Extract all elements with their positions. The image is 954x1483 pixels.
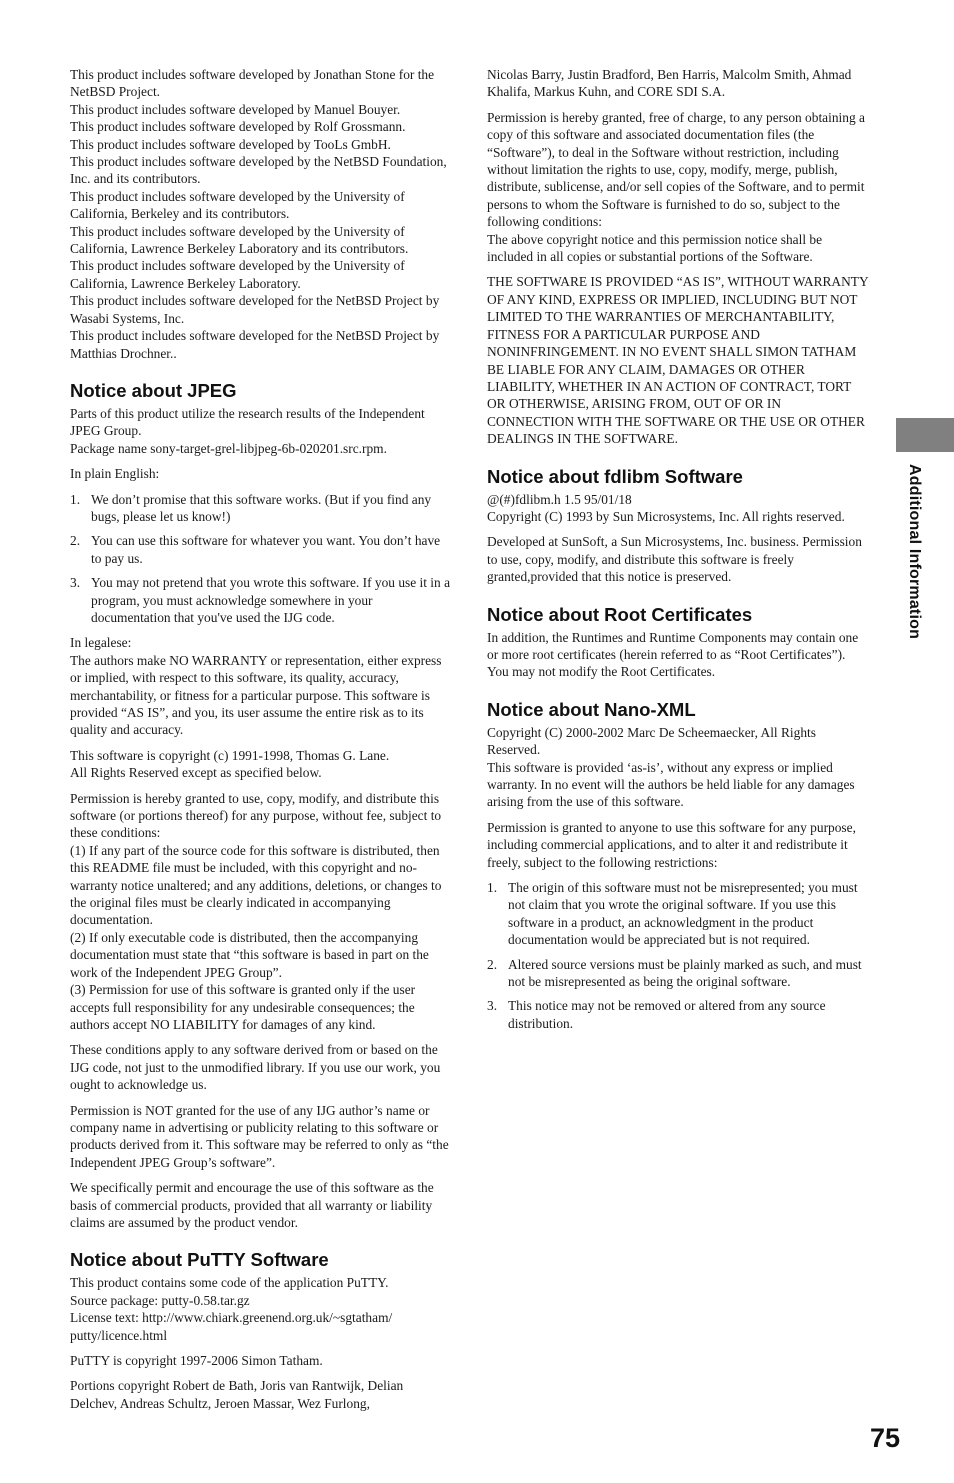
copyright-line: This software is copyright (c) 1991-1998, Thomas G. Lane. [70,747,390,763]
list-item [70,532,452,567]
plain-english-label: In plain English: [70,466,160,482]
list-text: You may not pretend that you wrote this software. If you use it in a program, you must acknowledge somewhere in your documentation that you've used the IJG code. [91,575,451,625]
fdlibm-heading: Notice about fdlibm Software [487,465,743,487]
intro-line: This product includes software developed by the University of California, Lawrence Berkeley Laboratory and its contributors. [70,223,409,257]
list-number: 3. [70,575,81,591]
list-number: 1. [70,491,81,507]
list-text: We don’t promise that this software works. (But if you find any bugs, please let us know!) [91,491,432,524]
fdlibm-version-line: @(#)fdlibm.h 1.5 95/01/18 [487,491,632,507]
nanoxml-heading: Notice about Nano-XML [487,698,696,720]
list-text: The origin of this software must not be misrepresented; you must not claim that you wrote the original software. If you use this software in a product, an acknowledgment in the product documentation would be appreciated but is not required. [508,880,858,948]
nanoxml-warranty-line: This software is provided ‘as-is’, without any express or implied warranty. In no event will the authors be held liable for any damages arising from the use of this software. [487,759,855,810]
permission-line: The above copyright notice and this permission notice shall be included in all copies or substantial portions of the Software. [487,231,823,265]
putty-copyright: PuTTY is copyright 1997-2006 Simon Tatham. [70,1353,323,1368]
legalese-text: The authors make NO WARRANTY or representation, either express or implied, with respect to this software, its quality, accuracy, merchantability, or fitness for a particular purpose. This software is provided “AS IS”, and you, its user assume the entire risk as to its quality and accuracy. [70,652,442,738]
nanoxml-restrictions-list [487,879,869,1032]
list-number: 2. [487,956,498,972]
putty-license-line: License text: http://www.chiark.greenend.org.uk/~sgtatham/ putty/licence.html [70,1310,393,1343]
jpeg-copyright [70,747,452,782]
putty-heading: Notice about PuTTY Software [70,1249,329,1271]
condition-1: (1) If any part of the source code for this software is distributed, then this README file must be included, with this copyright and no-warranty notice unaltered; and any additions, deletions, or changes to the original files must be clearly indicated in accompanying documentation. [70,842,442,928]
jpeg-package-line: Package name sony-target-grel-libjpeg-6b-020201.src.rpm. [70,440,387,456]
intro-line: This product includes software developed by TooLs GmbH. [70,136,391,152]
fdlibm-info [487,491,869,526]
root-certs-heading: Notice about Root Certificates [487,603,753,625]
rights-line: All Rights Reserved except as specified below. [70,765,322,781]
list-number: 2. [70,533,81,549]
putty-portions-cont: Nicolas Barry, Justin Bradford, Ben Harris, Malcolm Smith, Ahmad Khalifa, Markus Kuhn, and CORE SDI S.A. [487,67,852,100]
putty-portions: Portions copyright Robert de Bath, Joris van Rantwijk, Delian Delchev, Andreas Schultz, Jeroen Massar, Wez Furlong, [70,1378,404,1411]
jpeg-legalese [70,634,452,738]
intro-line: This product includes software developed by Jonathan Stone for the NetBSD Project. [70,67,435,100]
putty-permission [487,109,869,266]
nanoxml-permission: Permission is granted to anyone to use this software for any purpose, including commercial applications, and to alter it and redistribute it freely, subject to the following restrictions: [487,819,856,870]
condition-2: (2) If only executable code is distributed, then the accompanying documentation must state that “this software is based in part on the work of the Independent JPEG Group”. [70,929,429,980]
list-number: 1. [487,880,498,896]
section-side-label: Additional Information [906,464,923,640]
intro-line: This product includes software developed for the NetBSD Project by Wasabi Systems, Inc. [70,293,440,326]
permission-line: Permission is hereby granted, free of charge, to any person obtaining a copy of this software and associated documentation files (the “Software”), to deal in the Software without restriction, including without limitation the rights to use, copy, modify, merge, publish, distribute, sublicense, and/or sell copies of the Software, and to permit persons to whom the Software is furnished to do so, subject to the following conditions: [487,109,865,230]
permission-line: Permission is hereby granted to use, copy, modify, and distribute this software (or portions thereof) for any purpose, without fee, subject to these conditions: [70,790,442,841]
condition-3: (3) Permission for use of this software is granted only if the user accepts full responsibility for any undesirable consequences; the authors accept NO LIABILITY for damages of any kind. [70,982,416,1032]
jpeg-intro [70,405,452,457]
nanoxml-info [487,724,869,811]
root-certs-text: In addition, the Runtimes and Runtime Components may contain one or more root certificates (herein referred to as “Root Certificates”). You may not modify the Root Certificates. [487,629,859,680]
jpeg-plain-list [70,491,452,627]
putty-source-line: Source package: putty-0.58.tar.gz [70,1292,250,1308]
list-number: 3. [487,998,498,1014]
nanoxml-copyright-line: Copyright (C) 2000-2002 Marc De Scheemaecker, All Rights Reserved. [487,724,816,758]
jpeg-permission [70,790,452,1034]
putty-line: This product contains some code of the application PuTTY. [70,1275,389,1291]
list-text: You can use this software for whatever you want. You don’t have to pay us. [91,533,441,566]
left-column [70,66,452,1412]
list-item [70,574,452,626]
legalese-label: In legalese: [70,635,132,651]
intro-line: This product includes software developed for the NetBSD Project by Matthias Drochner.. [70,328,440,361]
intro-block [70,66,452,362]
list-item [487,956,869,991]
putty-warranty: THE SOFTWARE IS PROVIDED “AS IS”, WITHOUT WARRANTY OF ANY KIND, EXPRESS OR IMPLIED, INCLUDING BUT NOT LIMITED TO THE WARRANTIES OF MERCHANTABILITY, FITNESS FOR A PARTICULAR PURPOSE AND NONINFRINGEMENT. IN NO EVENT SHALL SIMON TATHAM BE LIABLE FOR ANY CLAIM, DAMAGES OR OTHER LIABILITY, WHETHER IN AN ACTION OF CONTRACT, TORT OR OTHERWISE, ARISING FROM, OUT OF OR IN CONNECTION WITH THE SOFTWARE OR THE USE OR OTHER DEALINGS IN THE SOFTWARE. [487,274,869,447]
intro-line: This product includes software developed by the University of California, Berkeley and its contributors. [70,188,405,222]
intro-line: This product includes software developed by Rolf Grossmann. [70,119,406,135]
section-tab-marker [896,418,954,452]
jpeg-heading: Notice about JPEG [70,379,237,401]
putty-info [70,1274,452,1344]
list-item [487,879,869,949]
list-text: Altered source versions must be plainly marked as such, and must not be misrepresented as being the original software. [508,956,862,990]
list-item [70,491,452,526]
page-number: 75 [870,1423,901,1453]
jpeg-conditions: These conditions apply to any software derived from or based on the IJG code, not just to the unmodified library. If you use our work, you ought to acknowledge us. [70,1042,441,1093]
list-item [487,997,869,1032]
intro-line: This product includes software developed by Manuel Bouyer. [70,101,401,117]
intro-line: This product includes software developed by the University of California, Lawrence Berkeley Laboratory. [70,258,405,291]
jpeg-not-granted: Permission is NOT granted for the use of any IJG author’s name or company name in advertising or publicity relating to this software or products derived from it. This software may be referred to only as “the Independent JPEG Group’s software”. [70,1102,449,1170]
jpeg-intro-line: Parts of this product utilize the research results of the Independent JPEG Group. [70,405,425,439]
jpeg-encourage: We specifically permit and encourage the use of this software as the basis of commercial products, provided that all warranty or liability claims are assumed by the product vendor. [70,1180,434,1230]
fdlibm-developed: Developed at SunSoft, a Sun Microsystems, Inc. business. Permission to use, copy, modify, and distribute this software is freely granted,provided that this notice is preserved. [487,534,862,585]
fdlibm-copyright-line: Copyright (C) 1993 by Sun Microsystems, Inc. All rights reserved. [487,508,845,524]
right-column [487,66,869,1040]
list-text: This notice may not be removed or altered from any source distribution. [508,998,826,1031]
intro-line: This product includes software developed by the NetBSD Foundation, Inc. and its contributors. [70,154,447,187]
